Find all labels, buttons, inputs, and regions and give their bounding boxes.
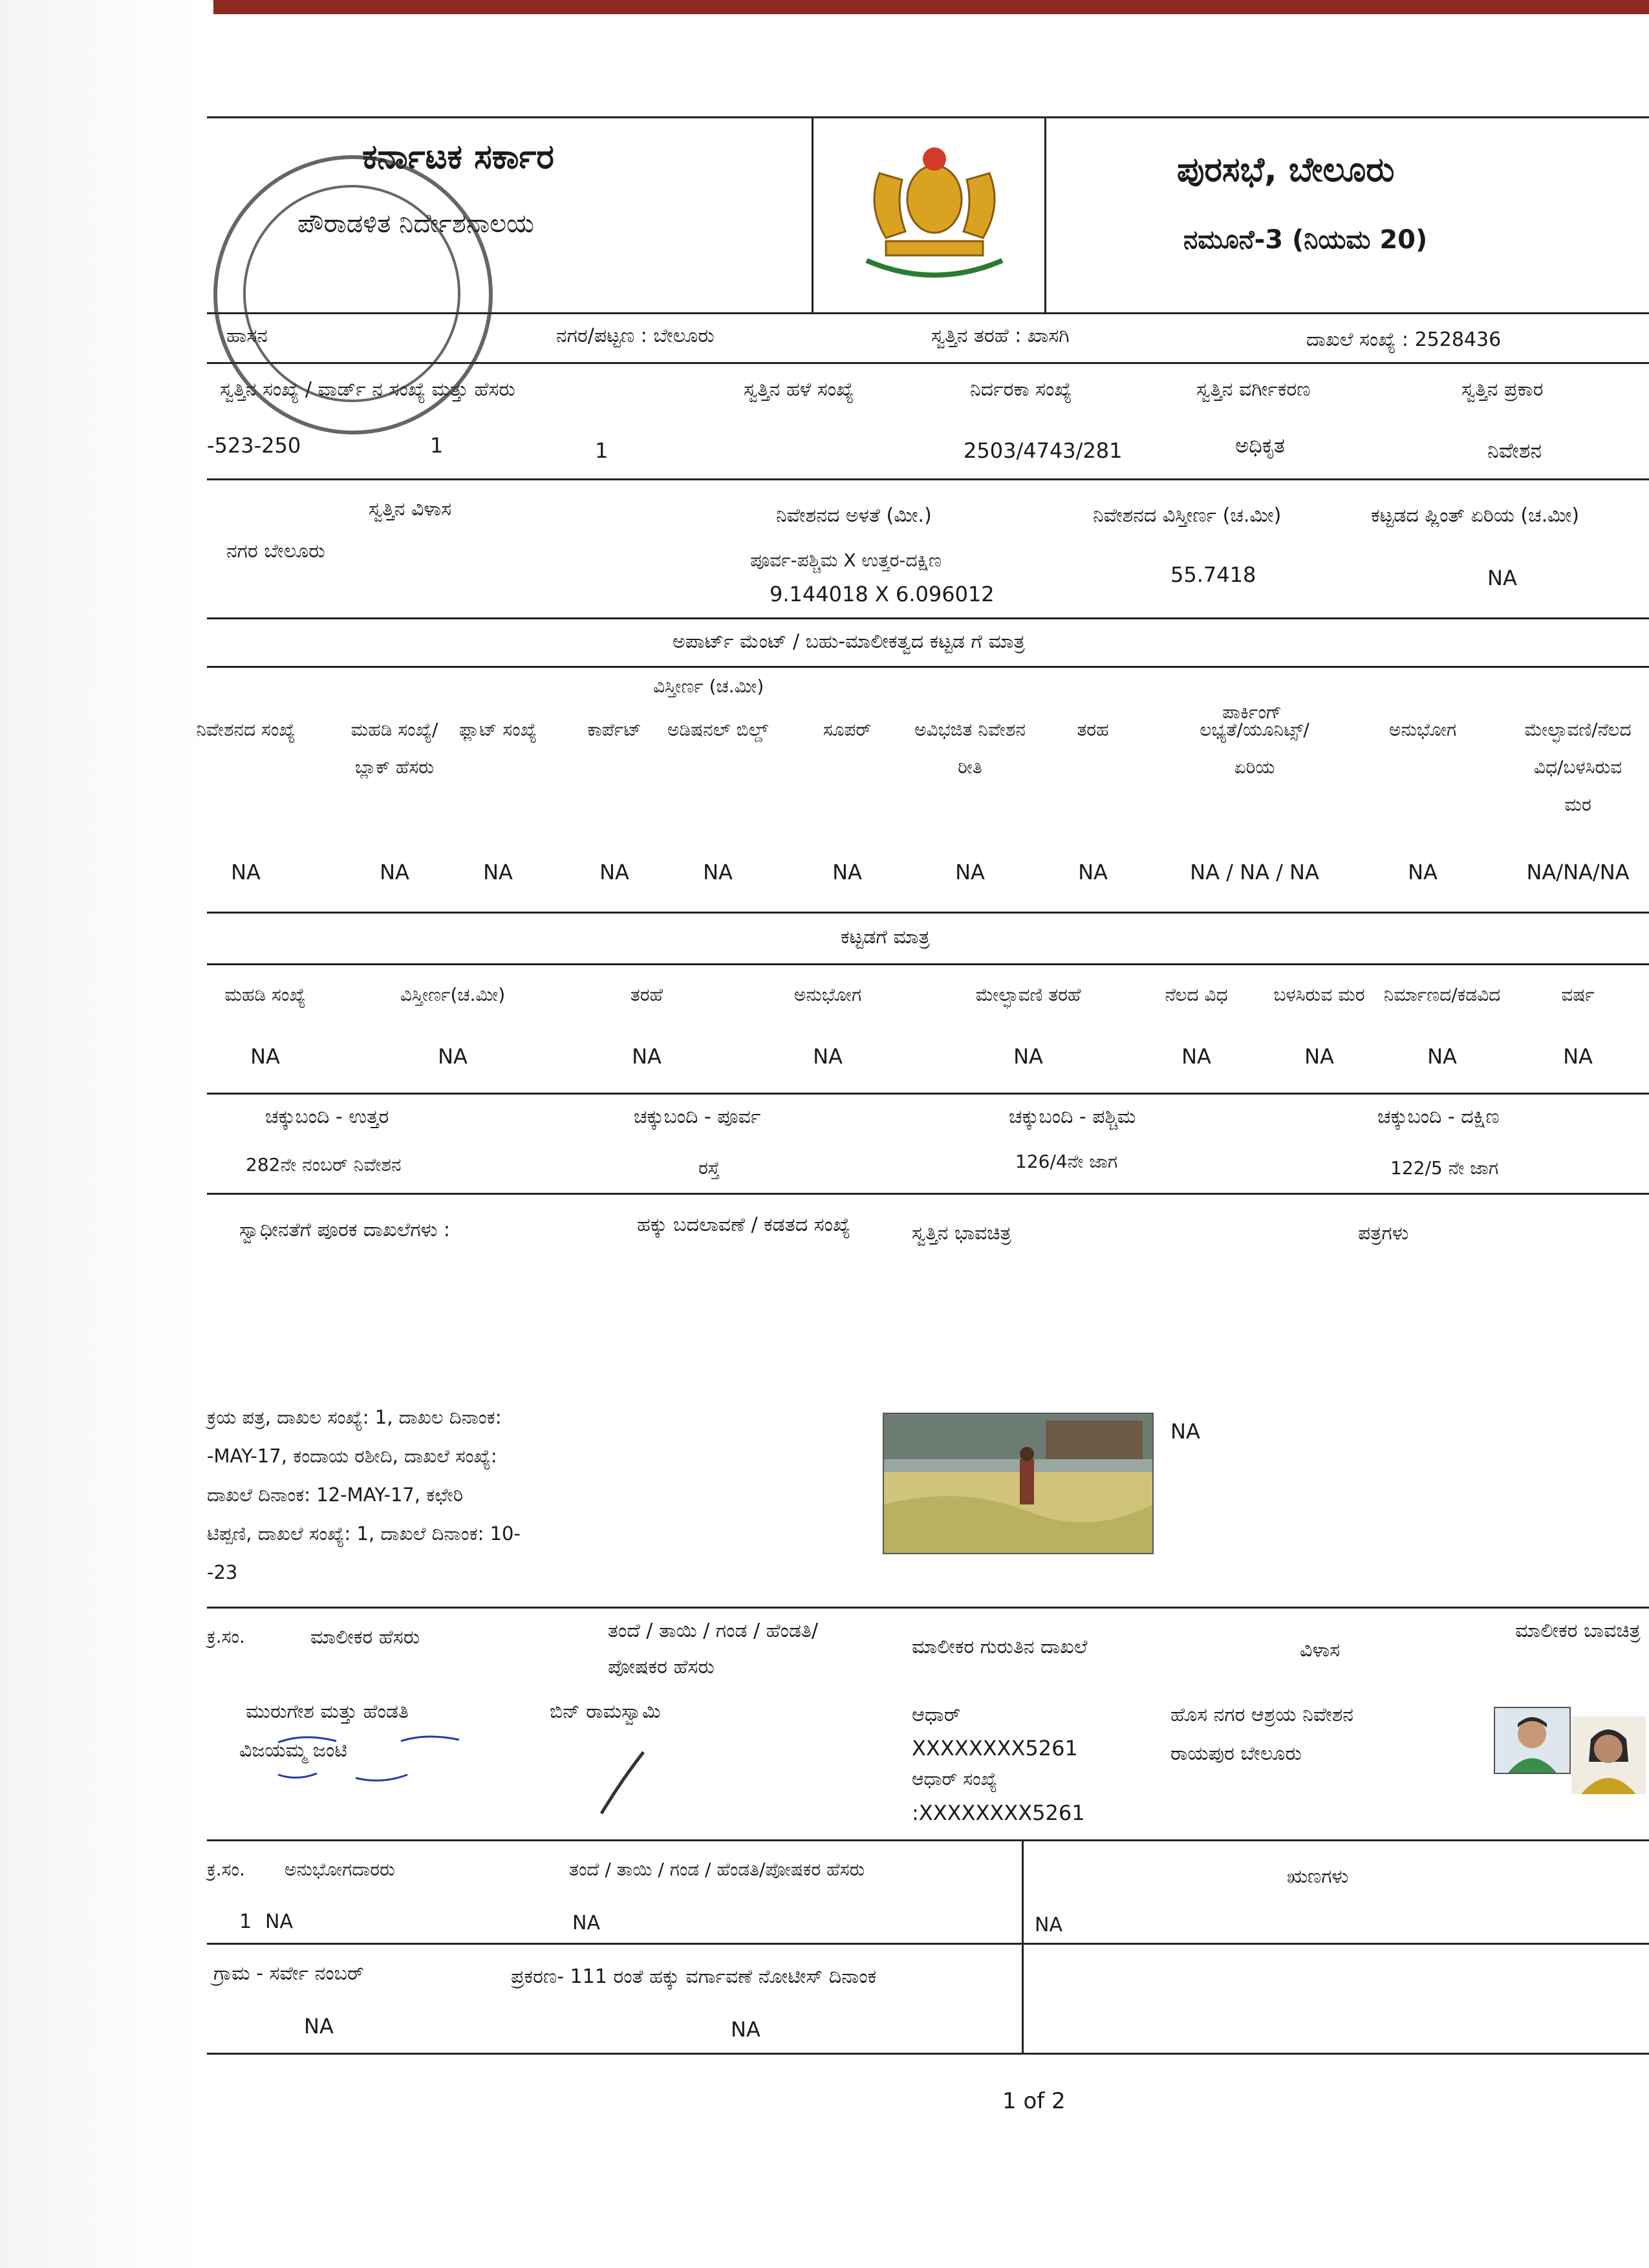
owner-photo-label: ಮಾಲೀಕರ ಬಾವಚಿತ್ರ <box>1515 1620 1641 1642</box>
apartment-value-3: NA <box>483 860 513 884</box>
liabilities-value: NA <box>1035 1914 1062 1936</box>
owner-name-label: ಮಾಲೀಕರ ಹೆಸರು <box>310 1626 420 1649</box>
occupant-row <box>207 1839 1649 1945</box>
owner-relation-value: ಬಿನ್ ರಾಮಸ್ವಾಮಿ <box>550 1700 661 1723</box>
left-title: ಕರ್ನಾಟಕ ಸರ್ಕಾರ <box>362 138 554 177</box>
category-value: ನಿವೇಶನ <box>1487 438 1542 463</box>
boundary-west-value: 126/4ನೇ ಜಾಗ <box>1015 1151 1118 1172</box>
docs-value: NA <box>1170 1419 1200 1444</box>
property-form <box>196 116 1649 2159</box>
background-edge <box>213 0 1649 14</box>
apartment-value-9: NA / NA / NA <box>1190 860 1319 884</box>
ward-no-value: 1 <box>430 433 444 458</box>
ownership-doc-line-3: ದಾಖಲೆ ದಿನಾಂಕ: 12-MAY-17, ಕಛೇರಿ <box>207 1484 464 1506</box>
apartment-header-9: ಲಭ್ಯತೆ/ಯೂನಿಟ್ಸ್/ಏರಿಯ <box>1200 719 1310 778</box>
boundary-west-label: ಚಕ್ಕುಬಂದಿ - ಪಶ್ಚಿಮ <box>1009 1106 1136 1128</box>
apartment-value-6: NA <box>832 860 862 884</box>
category-header: ಸ್ವತ್ತಿನ ಪ್ರಕಾರ <box>1461 378 1544 401</box>
owner-address-line2: ರಾಯಪುರ ಬೇಲೂರು <box>1170 1742 1302 1765</box>
old-no-header: ಸ್ವತ್ತಿನ ಹಳೆ ಸಂಖ್ಯೆ <box>744 378 854 401</box>
liabilities-label: ಋಣಗಳು <box>1287 1865 1349 1888</box>
boundary-north-label: ಚಕ್ಕುಬಂದಿ - ಉತ್ತರ <box>265 1106 389 1128</box>
apartment-value-11: NA/NA/NA <box>1526 860 1630 884</box>
classification-header: ಸ್ವತ್ತಿನ ವರ್ಗೀಕರಣ <box>1196 378 1311 401</box>
notice-value: NA <box>731 2017 760 2042</box>
boundary-east-value: ರಸ್ತೆ <box>698 1157 720 1179</box>
transfer-label-line: ಹಕ್ಕು ಬದಲಾವಣೆ / ಕಡತದ ಸಂಖ್ಯೆ <box>636 1214 851 1236</box>
property-no-header: ಸ್ವತ್ತಿನ ಸಂಖ್ಯೆ / ವಾರ್ಡ್ ನ ಸಂಖ್ಯೆ ಮತ್ತು ಹೆಸರು <box>220 378 515 401</box>
ownership-doc-line-1: ಕ್ರಯ ಪತ್ರ, ದಾಖಲ ಸಂಖ್ಯೆ: 1, ದಾಖಲ ದಿನಾಂಕ: <box>207 1406 502 1428</box>
owner-name-line1: ಮುರುಗೇಶ ಮತ್ತು ಹೆಂಡತಿ <box>246 1700 409 1723</box>
owner-relation-label: ತಂದೆ / ತಾಯಿ / ಗಂಡ / ಹೆಂಡತಿ/ಪೋಷಕರ ಹೆಸರು <box>608 1620 819 1678</box>
address-label: ಸ್ವತ್ತಿನ ವಿಳಾಸ <box>369 498 452 520</box>
survey-no-header: ನಿರ್ದರಕಾ ಸಂಖ್ಯೆ <box>970 378 1072 401</box>
plinth-value: NA <box>1487 566 1517 590</box>
boundary-south-label: ಚಕ್ಕುಬಂದಿ - ದಕ್ಷಿಣ <box>1377 1106 1500 1128</box>
building-value-8: NA <box>1427 1044 1457 1069</box>
building-value-4: NA <box>813 1044 843 1069</box>
apartment-value-1: NA <box>231 860 261 884</box>
owner-id-line3: ಆಧಾರ್ ಸಂಖ್ಯೆ <box>912 1768 997 1790</box>
building-value-2: NA <box>438 1044 468 1069</box>
ownership-docs-label: ಸ್ವಾಧೀನತೆಗೆ ಪೂರಕ ದಾಖಲೆಗಳು : <box>239 1219 451 1241</box>
left-subtitle: ಪೌರಾಡಳಿತ ನಿರ್ದೇಶನಾಲಯ <box>297 209 534 239</box>
ownership-docs-row <box>207 1193 1649 1609</box>
handwritten-marks <box>265 1729 673 1820</box>
town-label: ನಗರ/ಪಟ್ಟಣ : ಬೇಲೂರು <box>556 325 715 347</box>
apartment-table <box>196 666 1649 914</box>
apartment-title: ಅಪಾರ್ಟ್ ಮೆಂಟ್ / ಬಹು-ಮಾಲೀಕತ್ವದ ಕಟ್ಟಡ ಗೆ ಮಾತ್ರ <box>673 630 1025 653</box>
apartment-value-10: NA <box>1408 860 1438 884</box>
apartment-value-7: NA <box>955 860 985 884</box>
occupant-name-label: ಅನುಭೋಗದಾರರು <box>285 1859 395 1880</box>
apartment-section-title <box>207 617 1649 668</box>
owner-address-label: ವಿಳಾಸ <box>1300 1639 1341 1662</box>
office-seal-stamp <box>213 155 493 434</box>
owner-photo-male <box>1494 1707 1571 1774</box>
apartment-area-group: ವಿಸ್ತೀರ್ಣ (ಚ.ಮೀ) <box>653 676 764 697</box>
building-header-3: ತರಹೆ <box>630 984 663 1005</box>
owner-row <box>207 1607 1649 1841</box>
occupant-relation-label: ತಂದೆ / ತಾಯಿ / ಗಂಡ / ಹೆಂಡತಿ/ಪೋಷಕರ ಹೆಸರು <box>569 1859 865 1880</box>
classification-value: ಅಧಿಕೃತ <box>1235 433 1285 458</box>
plinth-label: ಕಟ್ಟಡದ ಪ್ಲಿಂತ್ ಏರಿಯ (ಚ.ಮೀ) <box>1371 504 1580 527</box>
notice-label: ಪ್ರಕರಣ- 111 ರಂತೆ ಹಕ್ಕು ವರ್ಗಾವಣೆ ನೋಟೀಸ್ ದಿನಾಂಕ <box>511 1965 877 1988</box>
owner-id-line4: :XXXXXXXX5261 <box>912 1801 1085 1825</box>
apartment-header-11: ಮೇಲ್ಛಾವಣಿ/ನೆಲದ ವಿಧ/ಬಳಸಿರುವ ಮರ <box>1524 719 1632 815</box>
building-value-7: NA <box>1304 1044 1334 1069</box>
apartment-value-8: NA <box>1078 860 1108 884</box>
ownership-doc-line-4: ಟಿಪ್ಪಣಿ, ದಾಖಲೆ ಸಂಖ್ಯೆ: 1, ದಾಖಲೆ ದಿನಾಂಕ: 10- <box>207 1523 521 1545</box>
boundary-north-value: 282ನೇ ನಂಬರ್ ನಿವೇಶನ <box>246 1154 402 1175</box>
owner-address-line1: ಹೊಸ ನಗರ ಆಶ್ರಯ ನಿವೇಶನ <box>1170 1704 1353 1726</box>
building-header-4: ಅನುಭೋಗ <box>793 984 862 1005</box>
village-survey-label: ಗ್ರಾಮ - ಸರ್ವೇ ನಂಬರ್ <box>213 1962 364 1985</box>
apartment-header-6: ಸೂಪರ್ <box>823 719 872 740</box>
old-no-value: 1 <box>595 438 609 463</box>
property-type: ಸ್ವತ್ತಿನ ತರಹೆ : ಖಾಸಗಿ <box>931 325 1070 347</box>
occupant-relation-value: NA <box>572 1912 600 1934</box>
building-header-7: ಬಳಸಿರುವ ಮರ <box>1273 984 1365 1005</box>
docs-label: ಪತ್ರಗಳು <box>1358 1222 1409 1245</box>
ownership-doc-line-2: -MAY-17, ಕಂದಾಯ ರಶೀದಿ, ದಾಖಲೆ ಸಂಖ್ಯೆ: <box>207 1445 497 1467</box>
building-header-2: ವಿಸ್ತೀರ್ಣ(ಚ.ಮೀ) <box>400 984 506 1005</box>
karnataka-emblem-icon <box>841 128 1028 290</box>
occupant-name-value: NA <box>265 1910 293 1933</box>
address-value: ನಗರ ಬೇಲೂರು <box>226 540 325 562</box>
owner-id-label: ಮಾಲೀಕರ ಗುರುತಿನ ದಾಖಲೆ <box>912 1636 1088 1658</box>
apartment-value-2: NA <box>380 860 409 884</box>
building-value-5: NA <box>1013 1044 1043 1069</box>
property-photo <box>883 1413 1154 1554</box>
apartment-header-7: ಅವಿಭಜಿತ ನಿವೇಶನ ರೀತಿ <box>914 719 1026 778</box>
dimension-sub: ಪೂರ್ವ-ಪಶ್ಚಿಮ X ಉತ್ತರ-ದಕ್ಷಿಣ <box>750 550 942 571</box>
owner-name-line2: ವಿಜಯಮ್ಮ ಜಂಟಿ <box>239 1739 347 1762</box>
survey-no-value: 2503/4743/281 <box>964 438 1123 463</box>
owner-id-line1: ಆಧಾರ್ <box>912 1704 961 1726</box>
apartment-header-2: ಮಹಡಿ ಸಂಖ್ಯೆ/ಬ್ಲಾಕ್ ಹೆಸರು <box>350 719 438 778</box>
area-label: ನಿವೇಶನದ ವಿಸ್ತೀರ್ಣ (ಚ.ಮೀ) <box>1093 504 1282 527</box>
boundaries-row <box>207 1093 1649 1195</box>
apartment-header-10: ಅನುಭೋಗ <box>1388 719 1457 740</box>
ownership-doc-line-5: -23 <box>207 1561 238 1583</box>
apartment-value-5: NA <box>703 860 733 884</box>
apartment-value-4: NA <box>599 860 629 884</box>
apartment-header-5: ಅಡಿಷನಲ್ ಬಿಲ್ಡ್ <box>667 719 768 740</box>
apartment-parking-group: ಪಾರ್ಕಿಂಗ್ <box>1222 701 1282 723</box>
building-value-6: NA <box>1181 1044 1211 1069</box>
dimension-label: ನಿವೇಶನದ ಅಳತೆ (ಮೀ.) <box>776 504 932 527</box>
apartment-header-3: ಫ್ಲಾಟ್ ಸಂಖ್ಯೆ <box>458 719 537 740</box>
apartment-header-1: ನಿವೇಶನದ ಸಂಖ್ಯೆ <box>196 719 296 740</box>
record-number: ದಾಖಲೆ ಸಂಖ್ಯೆ : 2528436 <box>1306 328 1502 351</box>
dimension-value: 9.144018 X 6.096012 <box>770 582 995 606</box>
building-title: ಕಟ್ಟಡಗೆ ಮಾತ್ರ <box>841 926 930 948</box>
owner-photo-female <box>1571 1717 1646 1794</box>
building-header-8: ನಿರ್ಮಾಣದ/ಕಡವಿದ <box>1383 984 1501 1005</box>
building-header-6: ನೆಲದ ವಿಧ <box>1165 984 1228 1005</box>
building-table <box>207 963 1649 1095</box>
building-header-5: ಮೇಲ್ಛಾವಣಿ ತರಹೆ <box>975 984 1081 1005</box>
right-subtitle: ನಮೂನೆ-3 (ನಿಯಮ 20) <box>1183 225 1428 255</box>
building-header-9: ವರ್ಷ <box>1561 984 1595 1005</box>
boundary-south-value: 122/5 ನೇ ಜಾಗ <box>1390 1157 1499 1179</box>
building-value-1: NA <box>250 1044 280 1069</box>
village-survey-value: NA <box>304 2014 334 2038</box>
building-header-1: ಮಹಡಿ ಸಂಖ್ಯೆ <box>224 984 306 1005</box>
survey-row <box>207 1943 1649 2055</box>
apartment-header-4: ಕಾರ್ಪೆಟ್ <box>587 719 641 740</box>
boundary-east-label: ಚಕ್ಕುಬಂದಿ - ಪೂರ್ವ <box>634 1106 761 1128</box>
page-number: 1 of 2 <box>1002 2088 1066 2114</box>
paper-edge <box>0 0 207 2268</box>
property-no-value: -523-250 <box>207 433 301 458</box>
property-address-row <box>207 478 1649 619</box>
occupant-sl-value: 1 <box>239 1910 252 1933</box>
building-value-3: NA <box>632 1044 662 1069</box>
owner-sl-label: ಕ್ರ.ಸಂ. <box>207 1626 245 1647</box>
occupant-sl-label: ಕ್ರ.ಸಂ. <box>207 1859 245 1880</box>
area-value: 55.7418 <box>1170 562 1256 587</box>
building-value-9: NA <box>1563 1044 1593 1069</box>
apartment-header-8: ತರಹ <box>1077 719 1109 740</box>
building-section-title <box>207 912 1649 965</box>
right-title: ಪುರಸಭೆ, ಬೇಲೂರು <box>1177 151 1395 189</box>
property-photo-label: ಸ್ವತ್ತಿನ ಭಾವಚಿತ್ರ <box>912 1222 1011 1245</box>
owner-id-line2: XXXXXXXX5261 <box>912 1736 1078 1760</box>
district-label: ಹಾಸನ <box>226 325 268 347</box>
